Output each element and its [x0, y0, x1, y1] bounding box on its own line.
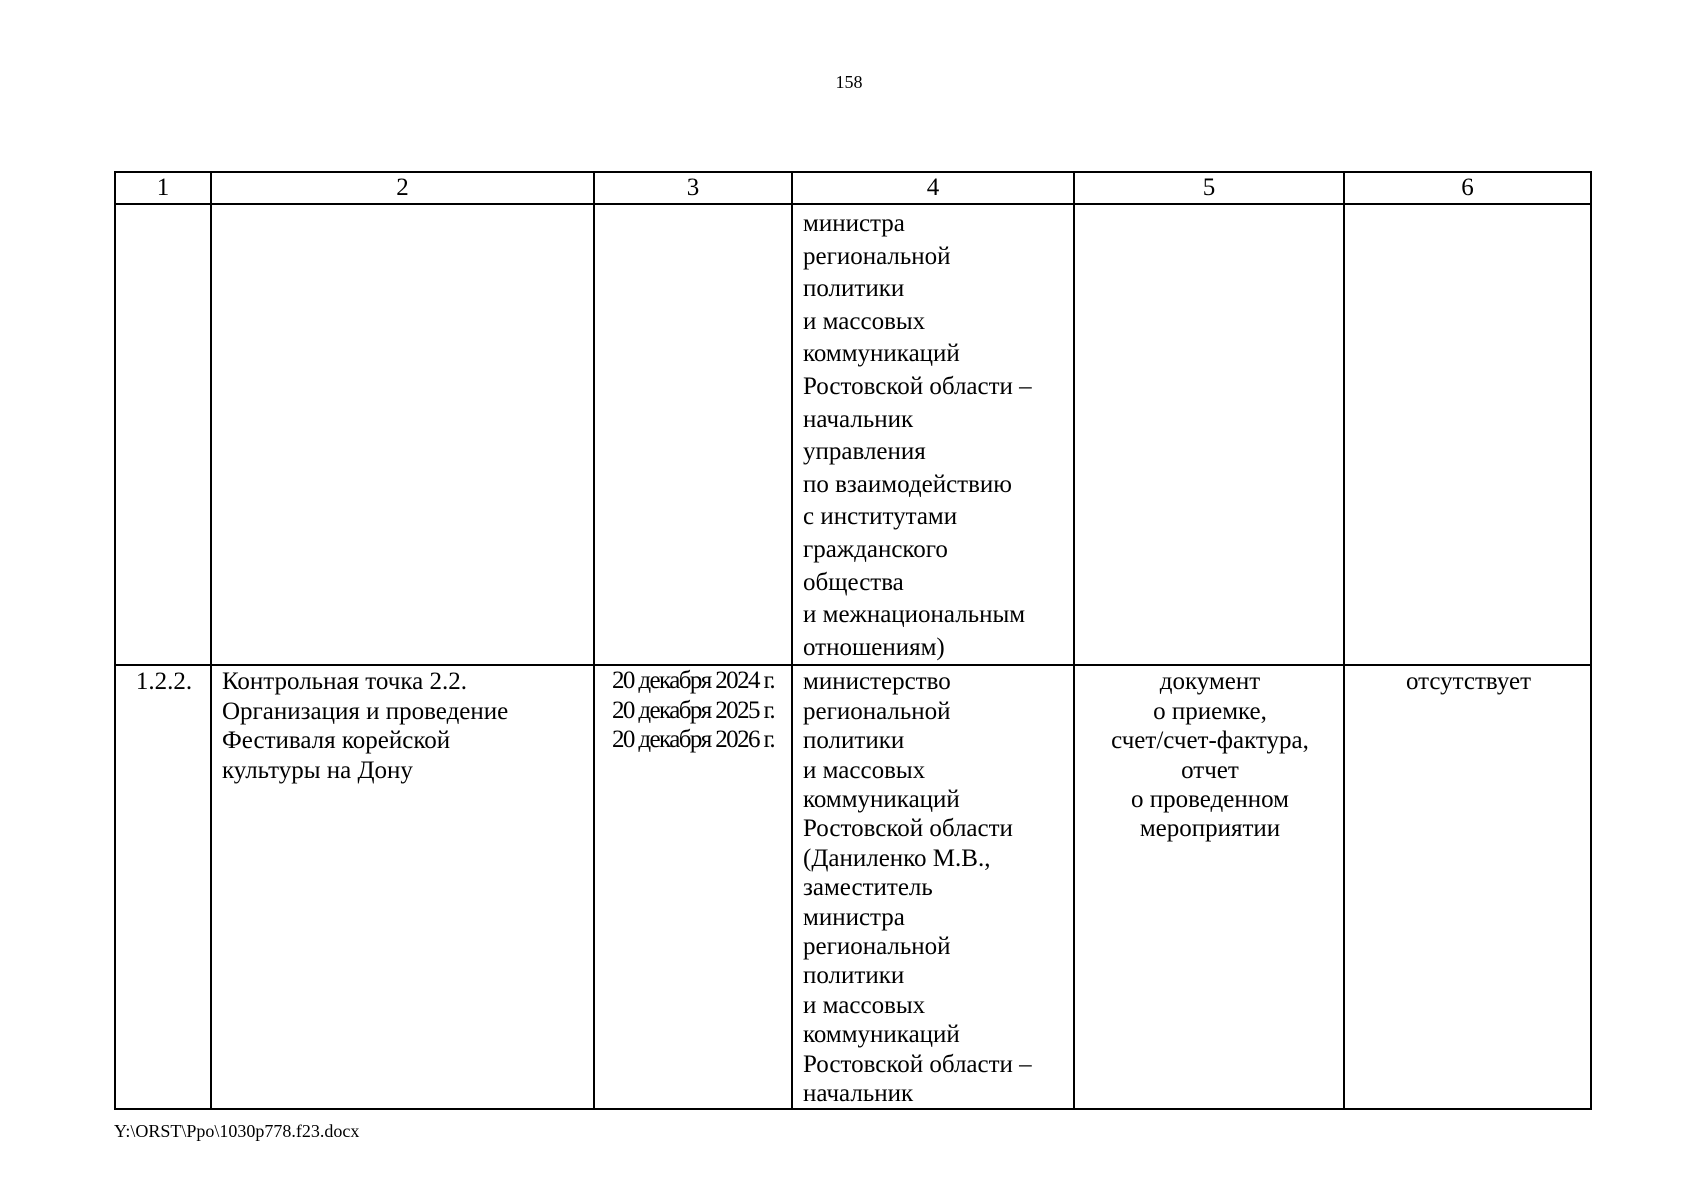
responsible-line: и массовых [803, 991, 926, 1019]
column-header-2: 2 [211, 172, 594, 204]
responsible-line: начальник [803, 1080, 914, 1107]
cell-status-empty [1344, 204, 1591, 665]
document-line: документ [1159, 668, 1261, 696]
date-line: 20 декабря 2026 г. [611, 726, 775, 754]
document-line: о приемке, [1153, 697, 1267, 725]
responsible-line: коммуникаций [803, 340, 960, 368]
responsible-line: (Даниленко М.В., [803, 844, 991, 872]
status-text: отсутствует [1405, 668, 1532, 696]
control-points-table [114, 171, 1592, 1110]
responsible-line: министерство [803, 668, 951, 696]
responsible-line: политики [803, 275, 905, 303]
responsible-line: коммуникаций [803, 1021, 960, 1049]
cell-description [211, 665, 594, 1109]
description-line: культуры на Дону [222, 756, 413, 784]
cell-number-empty [115, 204, 211, 665]
responsible-line: начальник [803, 405, 914, 433]
responsible-line: Ростовской области – [803, 372, 1032, 400]
cell-document-empty [1074, 204, 1344, 665]
responsible-line: региональной [803, 697, 951, 725]
cell-status [1344, 665, 1591, 1109]
footer-file-path: Y:\ORST\Ppo\1030p778.f23.docx [114, 1121, 360, 1141]
responsible-line: гражданского [803, 535, 948, 563]
cell-dates [594, 665, 792, 1109]
responsible-line: общества [803, 568, 904, 596]
description-line: Организация и проведение [222, 697, 509, 725]
responsible-line: с институтами [803, 503, 958, 531]
document-line: мероприятии [1139, 815, 1281, 843]
cell-document [1074, 665, 1344, 1109]
cell-description-empty [211, 204, 594, 665]
document-line: отчет [1181, 756, 1239, 784]
table-header-row [115, 172, 1591, 204]
column-header-3: 3 [594, 172, 792, 204]
column-header-6: 6 [1344, 172, 1591, 204]
responsible-line: отношениям) [803, 633, 945, 661]
responsible-line: региональной [803, 242, 951, 270]
responsible-line: Ростовской области [803, 815, 1013, 843]
responsible-line: Ростовской области – [803, 1050, 1032, 1078]
date-line: 20 декабря 2025 г. [611, 696, 775, 724]
responsible-line: и межнациональным [803, 601, 1026, 629]
cell-responsible [792, 665, 1074, 1109]
date-line: 20 декабря 2024 г. [611, 667, 775, 695]
table-row-1-2-2 [115, 665, 1591, 1109]
responsible-line: и массовых [803, 756, 926, 784]
responsible-line: региональной [803, 932, 951, 960]
responsible-line: по взаимодействию [803, 470, 1012, 498]
responsible-line: политики [803, 727, 905, 755]
responsible-line: и массовых [803, 307, 926, 335]
document-line: о проведенном [1131, 785, 1289, 813]
responsible-line: министра [803, 210, 905, 237]
column-header-5: 5 [1074, 172, 1344, 204]
responsible-line: коммуникаций [803, 785, 960, 813]
responsible-line: политики [803, 962, 905, 990]
table-row-continuation [115, 204, 1591, 665]
cell-dates-empty [594, 204, 792, 665]
column-header-4: 4 [792, 172, 1074, 204]
description-line: Фестиваля корейской [222, 727, 451, 755]
responsible-line: заместитель [803, 874, 933, 902]
responsible-line: управления [803, 438, 926, 466]
cell-responsible-continuation [792, 204, 1074, 665]
page-number: 158 [835, 72, 863, 92]
cell-row-number: 1.2.2. [115, 665, 211, 1109]
document-line: счет/счет-фактура, [1111, 727, 1309, 755]
description-line: Контрольная точка 2.2. [222, 668, 467, 696]
responsible-line: министра [803, 903, 905, 931]
column-header-1: 1 [115, 172, 211, 204]
